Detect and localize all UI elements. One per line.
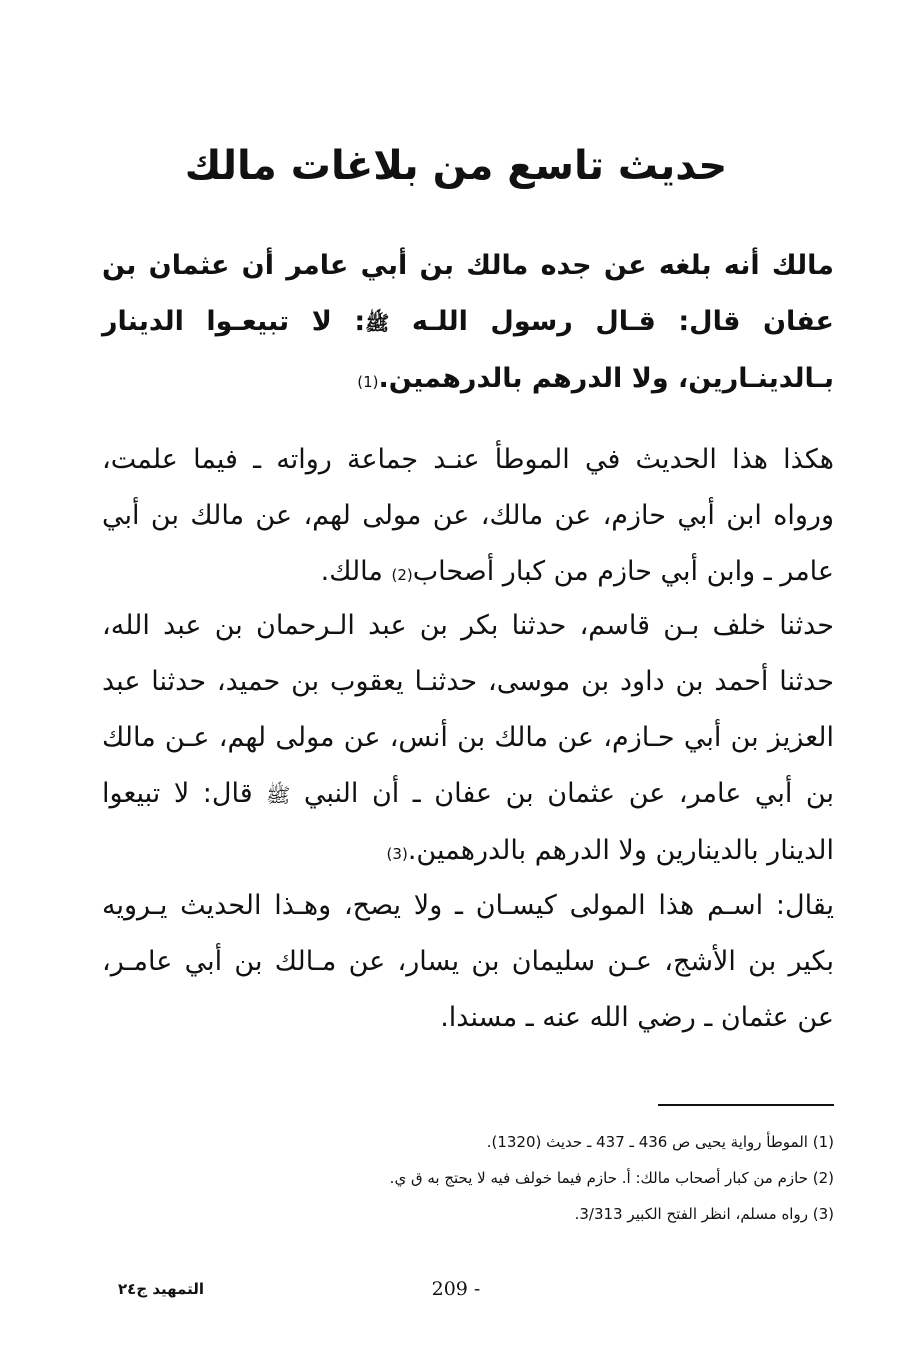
footnote-reference[interactable]: (1) — [357, 373, 379, 391]
book-volume-marker: التمهيد ج٢٤ — [118, 1280, 204, 1298]
footnote-item: (2) حازم من كبار أصحاب مالك: أ. حازم فيما خولف فيه لا يحتج به ق ي. — [389, 1169, 834, 1187]
closing-paragraph — [102, 878, 834, 1046]
hadith-paragraph — [102, 238, 834, 410]
footnote-reference[interactable]: (2) — [391, 566, 413, 584]
paragraph-text-continued: قال: لا تبيعوا الدينار بالدينارين ولا الدرهم بالدرهمين. — [102, 778, 834, 866]
footnote-item: (1) الموطأ رواية يحيى ص 436 ـ 437 ـ حديث (1320). — [486, 1133, 834, 1151]
paragraph-text-continued: مالك. — [320, 556, 392, 587]
paragraph-text: مالك أنه بلغه عن جده مالك بن أبي عامر أن عثمان بن عفان قال: قـال رسول اللـه — [102, 250, 835, 337]
footnote-reference[interactable]: (3) — [386, 845, 408, 863]
page-number: 209 - — [431, 1278, 481, 1300]
page-title: حديث تاسع من بلاغات مالك — [184, 143, 728, 189]
paragraph-text: هكذا هذا الحديث في الموطأ عنـد جماعة رواته ـ فيما علمت، ورواه ابن أبي حازم، عن مالك، عن مولى لهم، عن مالك بن أبي عامر ـ وابن أبي حازم من كبار أصحاب — [102, 444, 834, 587]
footnote-divider — [658, 1104, 834, 1106]
paragraph-text-continued: : لا تبيعـوا الدينار بـالدينـارين، ولا الدرهم بالدرهمين. — [102, 306, 834, 394]
footnotes-list — [290, 1124, 834, 1232]
paragraph-text: يقال: اسـم هذا المولى كيسـان ـ ولا يصح، وهـذا الحديث يـرويه بكير بن الأشج، عـن سليمان بن يسار، عن مـالك بن أبي عامـر، عن عثمان ـ رضي الله عنه ـ مسندا. — [102, 890, 834, 1033]
footnote-item: (3) رواه مسلم، انظر الفتح الكبير 3/313. — [574, 1205, 834, 1223]
isnad-paragraph — [102, 598, 834, 882]
salawat-glyph: ﷺ — [266, 783, 291, 807]
salawat-glyph: ﷺ — [365, 311, 390, 335]
commentary-paragraph — [102, 432, 834, 603]
paragraph-text: حدثنا خلف بـن قاسم، حدثنا بكر بن عبد الـرحمان بن عبد الله، حدثنا أحمد بن داود بن موسى، حدثنـا يعقوب بن حميد، حدثنا عبد العزيز بن أبي حـازم، عن مالك بن أنس، عن مولى لهم، عـن مالك بن أبي عامر، عن عثمان بن عفان ـ أن النبي — [102, 610, 834, 809]
